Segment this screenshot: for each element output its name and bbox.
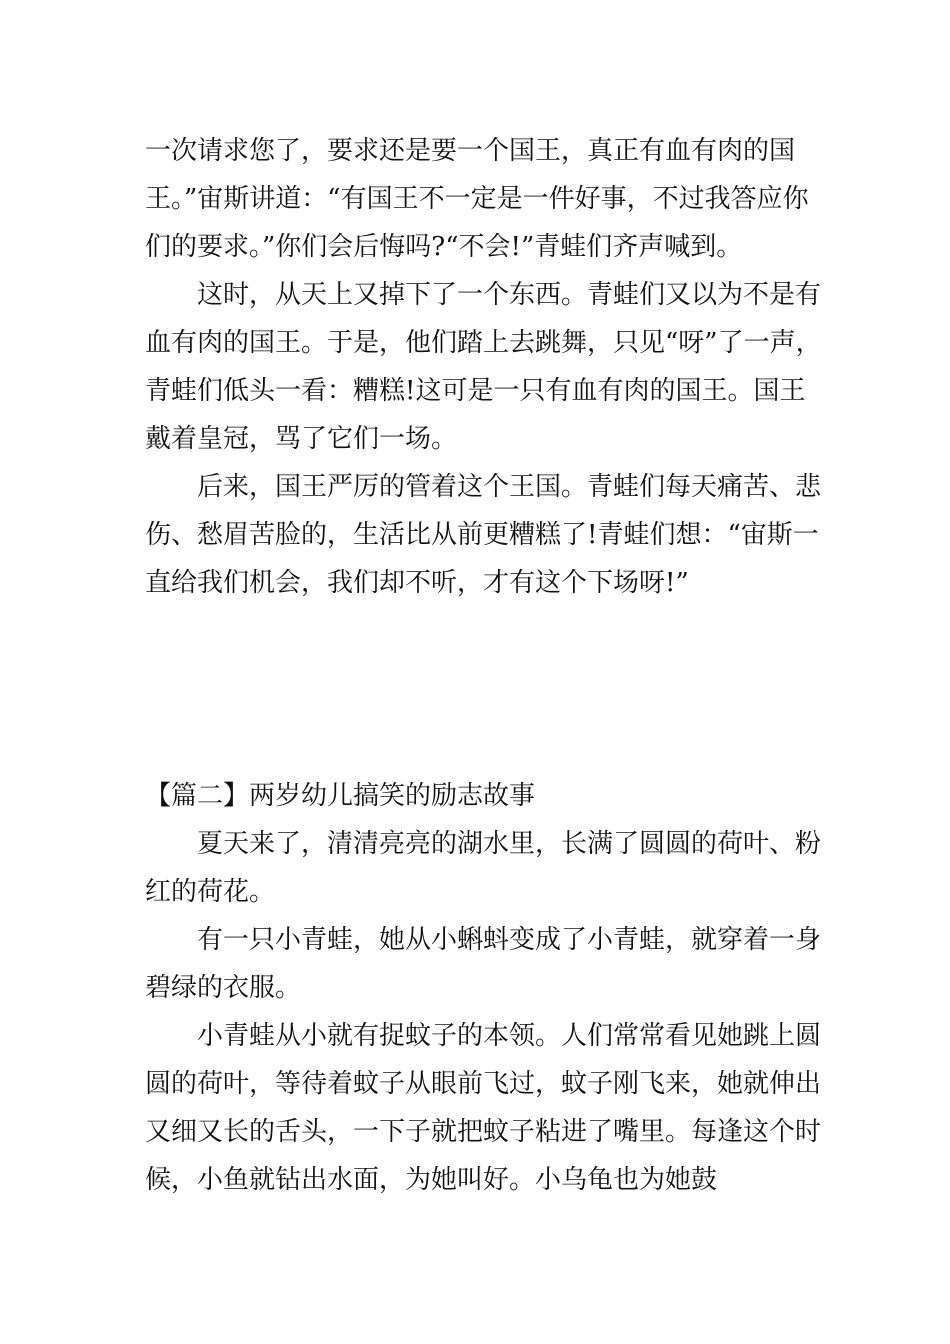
paragraph: 小青蛙从小就有捉蚊子的本领。人们常常看见她跳上圆圆的荷叶，等待着蚊子从眼前飞过，蚊子刚飞来，她就伸出又细又长的舌头，一下子就把蚊子粘进了嘴里。每逢这个时候，小鱼就钻出水面，为她叫好。小乌龟也为她鼓 xyxy=(145,1021,822,1195)
paragraph: 一次请求您了，要求还是要一个国王，真正有血有肉的国王。”宙斯讲道：“有国王不一定是一件好事，不过我答应你们的要求。”你们会后悔吗?“不会!”青蛙们齐声喊到。 xyxy=(145,136,809,262)
paragraph: 这时，从天上又掉下了一个东西。青蛙们又以为不是有血有肉的国王。于是，他们踏上去跳舞，只见“呀”了一声，青蛙们低头一看：糟糕!这可是一只有血有肉的国王。国王戴着皇冠，骂了它们一场。 xyxy=(145,280,822,454)
paragraph: 夏天来了，清清亮亮的湖水里，长满了圆圆的荷叶、粉红的荷花。 xyxy=(145,829,822,907)
story-two-text xyxy=(145,772,825,1204)
section-heading: 【篇二】两岁幼儿搞笑的励志故事 xyxy=(145,781,536,811)
story-one-text xyxy=(145,127,825,607)
paragraph: 后来，国王严厉的管着这个王国。青蛙们每天痛苦、悲伤、愁眉苦脸的，生活比从前更糟糕了!青蛙们想：“宙斯一直给我们机会，我们却不听，才有这个下场呀!” xyxy=(145,472,822,598)
paragraph: 有一只小青蛙，她从小蝌蚪变成了小青蛙，就穿着一身碧绿的衣服。 xyxy=(145,925,822,1003)
